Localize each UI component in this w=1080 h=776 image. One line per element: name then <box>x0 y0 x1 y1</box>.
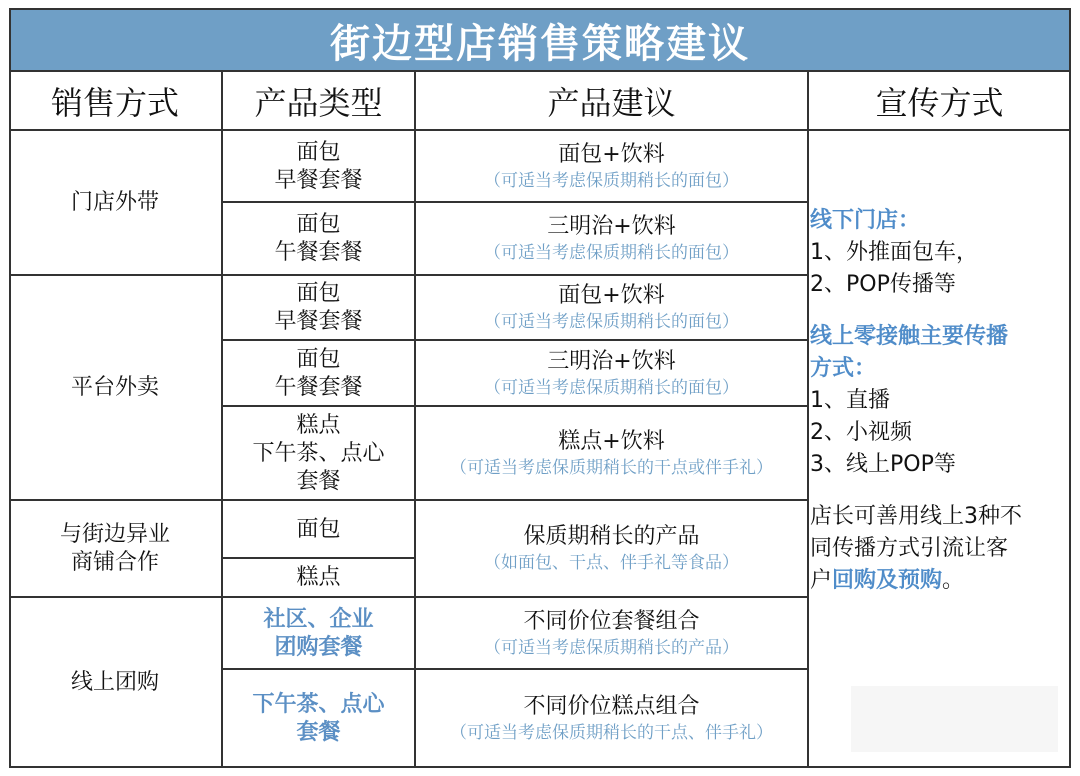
type-line: 团购套餐 <box>274 634 363 660</box>
suggestion-note: （可适当考虑保质期稍长的干点、伴手礼） <box>450 723 773 743</box>
closing-line-3-start: 户 <box>810 568 833 593</box>
type-line: 套餐 <box>296 468 341 494</box>
method-street-partnership-line-2: 商铺合作 <box>70 550 159 575</box>
suggestion-text: 三明治+饮料 <box>547 348 676 374</box>
suggestion-text: 不同价位套餐组合 <box>523 608 700 634</box>
suggestion-note: （如面包、干点、伴手礼等食品） <box>484 553 739 573</box>
spacer <box>810 301 1066 321</box>
type-line: 社区、企业 <box>263 606 374 632</box>
closing-line-1: 店长可善用线上3种不 <box>810 504 1022 529</box>
suggestion-note: （可适当考虑保质期稍长的面包） <box>484 377 739 398</box>
type-line: 下午茶、点心 <box>252 440 385 466</box>
closing-line-3 <box>810 565 1066 597</box>
header-promotion-method: 宣传方式 <box>875 84 1004 122</box>
suggestion-cell <box>415 276 808 340</box>
table-title-bar <box>9 8 1071 72</box>
method-store-takeaway: 门店外带 <box>70 190 159 215</box>
suggestion-cell <box>415 203 808 275</box>
type-line: 套餐 <box>296 720 341 745</box>
suggestion-text: 不同价位糕点组合 <box>523 694 700 719</box>
suggestion-cell <box>415 598 808 669</box>
type-line: 早餐套餐 <box>274 167 363 193</box>
type-line: 午餐套餐 <box>274 240 363 265</box>
type-line: 面包 <box>296 346 341 372</box>
type-line: 早餐套餐 <box>274 309 363 334</box>
suggestion-text: 糕点+饮料 <box>558 428 665 454</box>
suggestion-cell <box>415 670 808 768</box>
type-line: 面包 <box>296 281 341 306</box>
suggestion-cell <box>415 341 808 406</box>
table-title: 街边型店销售策略建议 <box>330 20 750 67</box>
suggestion-note: （可适当考虑保质期稍长的产品） <box>484 637 739 658</box>
closing-highlight: 回购及预购 <box>832 568 943 593</box>
type-line: 面包 <box>296 212 341 237</box>
suggestion-text: 面包+饮料 <box>558 283 665 308</box>
type-cell <box>222 131 415 202</box>
header-sales-method: 销售方式 <box>50 84 179 122</box>
type-cell <box>222 203 415 275</box>
online-item: 1、直播 <box>810 388 890 413</box>
online-item: 2、小视频 <box>810 420 912 445</box>
method-street-partnership <box>9 501 221 597</box>
suggestion-cell <box>415 131 808 202</box>
type-cell: 面包 <box>296 516 341 542</box>
type-line: 面包 <box>296 139 341 165</box>
closing-line-3-end: 。 <box>942 568 965 593</box>
suggestion-note: （可适当考虑保质期稍长的干点或伴手礼） <box>450 457 773 478</box>
promotion-text <box>810 205 1066 597</box>
type-cell: 糕点 <box>296 565 341 590</box>
spacer <box>810 481 1066 501</box>
blank-patch <box>851 686 1058 752</box>
suggestion-text: 保质期稍长的产品 <box>523 524 700 549</box>
suggestion-text: 三明治+饮料 <box>547 214 676 239</box>
online-title-line-1: 线上零接触主要传播 <box>810 324 1009 349</box>
offline-title: 线下门店： <box>810 208 921 233</box>
type-cell <box>222 670 415 768</box>
header-product-suggestion: 产品建议 <box>547 84 676 122</box>
suggestion-cell <box>415 501 808 597</box>
type-cell <box>222 341 415 406</box>
type-cell <box>222 598 415 669</box>
suggestion-cell <box>415 407 808 500</box>
suggestion-note: （可适当考虑保质期稍长的面包） <box>484 243 739 263</box>
method-platform-delivery: 平台外卖 <box>70 375 159 400</box>
suggestion-text: 面包+饮料 <box>558 141 665 167</box>
closing-line-2: 同传播方式引流让客 <box>810 536 1009 561</box>
offline-item: 2、POP传播等 <box>810 272 956 297</box>
type-line: 糕点 <box>296 412 341 438</box>
suggestion-note: （可适当考虑保质期稍长的面包） <box>484 312 739 332</box>
online-item: 3、线上POP等 <box>810 452 956 477</box>
type-line: 下午茶、点心 <box>252 692 385 717</box>
method-online-group-buy: 线上团购 <box>70 670 159 695</box>
offline-item: 1、外推面包车， <box>810 240 978 265</box>
type-cell <box>222 276 415 340</box>
online-title-line-2: 方式： <box>810 356 877 381</box>
type-cell <box>222 407 415 500</box>
type-line: 午餐套餐 <box>274 374 363 400</box>
method-street-partnership-line-1: 与街边异业 <box>59 522 170 547</box>
header-product-type: 产品类型 <box>254 84 383 122</box>
suggestion-note: （可适当考虑保质期稍长的面包） <box>484 170 739 191</box>
